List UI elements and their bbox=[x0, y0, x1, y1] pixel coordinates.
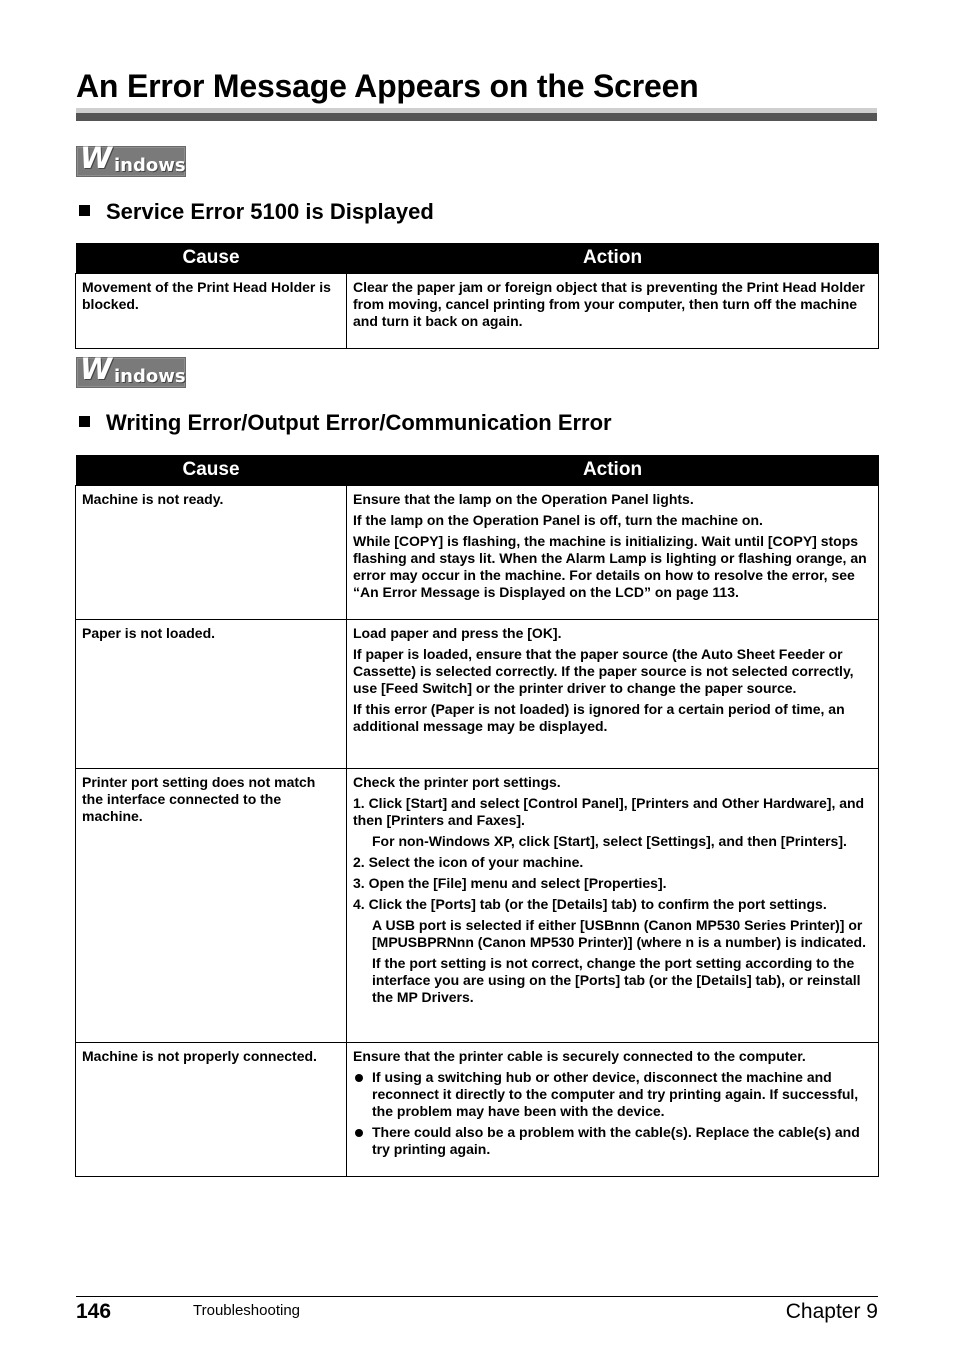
action-cell: Check the printer port settings. 1. Click [Start] and select [Control Panel], [Printers and Other Hardware], and then [Printers and Faxes]. For non-Windows XP, click [Start], select [Settings], and then [Printers]. 2. Select the icon of your machine. 3. Open the [File] menu and select [Properties]. 4. Click the [Ports] tab (or the [Details] tab) to confirm the port settings. A USB port is selected if either [USBnnn (Canon MP530 Series Printer)] or [MPUSBPRNnn (Canon MP530 Printer)] (where n is a number) is indicated. If the port setting is not correct, change the port setting according to the interface you are using on the [Ports] tab (or the [Details] tab), or reinstall the MP Drivers. bbox=[347, 769, 879, 1043]
column-header-cause: Cause bbox=[76, 243, 347, 274]
windows-badge-icon bbox=[76, 141, 186, 177]
cause-cell: Paper is not loaded. bbox=[76, 620, 347, 769]
title-rule bbox=[76, 113, 877, 121]
bullet-item: If using a switching hub or other device, disconnect the machine and reconnect it directly to the computer and try printing again. If successful, the problem may have been with the device. bbox=[353, 1069, 872, 1120]
square-bullet-icon bbox=[79, 205, 90, 216]
footer-rule bbox=[76, 1296, 878, 1297]
windows-badge-text: indows bbox=[114, 155, 186, 176]
table-row bbox=[76, 274, 879, 349]
writing-error-table bbox=[75, 455, 879, 1177]
windows-badge-icon bbox=[76, 352, 186, 388]
windows-badge-text: indows bbox=[114, 366, 186, 387]
windows-badge-w: W bbox=[80, 352, 109, 386]
service-error-table bbox=[75, 243, 879, 349]
action-cell: Ensure that the lamp on the Operation Panel lights. If the lamp on the Operation Panel is off, turn the machine on. While [COPY] is flashing, the machine is initializing. Wait until [COPY] stops flashing and stays lit. When the Alarm Lamp is lighting or flashing orange, an error may occur in the machine. For details on how to resolve the error, see “An Error Message is Displayed on the LCD” on page 113. bbox=[347, 486, 879, 620]
footer-section-name: Troubleshooting bbox=[193, 1302, 301, 1319]
column-header-action: Action bbox=[347, 455, 879, 486]
column-header-action: Action bbox=[347, 243, 879, 274]
cause-cell: Machine is not properly connected. bbox=[76, 1043, 347, 1177]
table-row bbox=[76, 620, 879, 769]
action-cell: Clear the paper jam or foreign object that is preventing the Print Head Holder from moving, cancel printing from your computer, then turn off the machine and turn it back on again. bbox=[347, 274, 879, 349]
page-number: 146 bbox=[76, 1300, 112, 1323]
table-row bbox=[76, 1043, 879, 1177]
section-heading-text: Service Error 5100 is Displayed bbox=[106, 199, 434, 224]
cause-cell: Machine is not ready. bbox=[76, 486, 347, 620]
table-row bbox=[76, 486, 879, 620]
square-bullet-icon bbox=[79, 416, 90, 427]
section-heading-text: Writing Error/Output Error/Communication Error bbox=[106, 410, 612, 435]
column-header-cause: Cause bbox=[76, 455, 347, 486]
bullet-item: There could also be a problem with the cable(s). Replace the cable(s) and try printing again. bbox=[353, 1124, 872, 1158]
cause-cell: Printer port setting does not match the interface connected to the machine. bbox=[76, 769, 347, 1043]
cause-cell: Movement of the Print Head Holder is blocked. bbox=[76, 274, 347, 349]
table-row bbox=[76, 769, 879, 1043]
section-heading-writing-error bbox=[79, 409, 612, 437]
section-heading-service-error bbox=[79, 198, 434, 226]
footer-chapter: Chapter 9 bbox=[785, 1300, 878, 1323]
windows-badge-w: W bbox=[80, 141, 109, 175]
action-cell: Ensure that the printer cable is securely connected to the computer. If using a switching hub or other device, disconnect the machine and reconnect it directly to the computer and try printing again. If successful, the problem may have been with the device. There could also be a problem with the cable(s). Replace the cable(s) and try printing again. bbox=[347, 1043, 879, 1177]
action-cell: Load paper and press the [OK]. If paper is loaded, ensure that the paper source (the Auto Sheet Feeder or Cassette) is selected correctly. If the paper source is not selected correctly, use [Feed Switch] or the printer driver to change the paper source. If this error (Paper is not loaded) is ignored for a certain period of time, an additional message may be displayed. bbox=[347, 620, 879, 769]
page-title: An Error Message Appears on the Screen bbox=[76, 68, 699, 104]
